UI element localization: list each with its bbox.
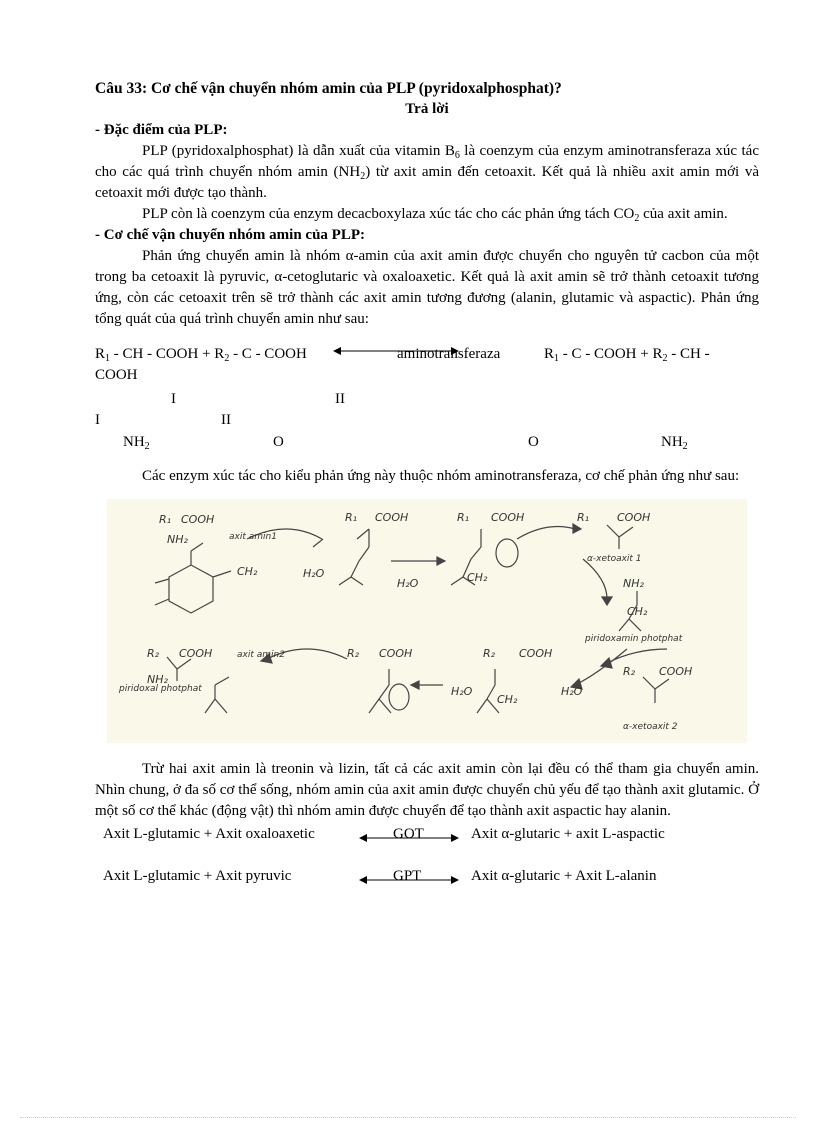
- svg-text:COOH: COOH: [617, 511, 651, 524]
- svg-text:R₁: R₁: [577, 511, 590, 524]
- svg-text:COOH: COOH: [659, 665, 693, 678]
- reaction-gpt-right: Axit α-glutaric + Axit L-alanin: [471, 868, 657, 884]
- svg-text:R₂: R₂: [147, 647, 160, 660]
- reaction-gpt-left: Axit L-glutamic + Axit pyruvic: [103, 868, 292, 884]
- equation-o-right: O: [528, 434, 539, 450]
- mechanism-diagram: [107, 499, 747, 743]
- equation-tail: COOH: [95, 367, 138, 383]
- svg-text:axit amin2: axit amin2: [237, 650, 285, 660]
- svg-text:CH₂: CH₂: [627, 605, 648, 618]
- svg-text:COOH: COOH: [491, 511, 525, 524]
- svg-text:COOH: COOH: [375, 511, 409, 524]
- equation-single-bond-2: I: [95, 412, 100, 428]
- svg-text:COOH: COOH: [179, 647, 213, 660]
- svg-text:α-xetoaxit 2: α-xetoaxit 2: [623, 722, 678, 732]
- svg-text:NH₂: NH₂: [623, 577, 644, 590]
- svg-text:R₁: R₁: [159, 513, 172, 526]
- equation-o-left: O: [273, 434, 284, 450]
- equation-reactants: $R_1$ - CH - COOH + $R_2$ - C - COOH: [95, 346, 307, 364]
- svg-text:R₁: R₁: [345, 511, 358, 524]
- question-title: Câu 33: Cơ chế vận chuyển nhóm amin của PLP (pyridoxalphosphat)?: [95, 80, 562, 97]
- paragraph-plp-decarboxylase: PLP còn là coenzym của enzym decacboxylaza xúc tác cho các phản ứng tách $CO_2$ của axit amin.: [142, 206, 728, 224]
- svg-text:H₂O: H₂O: [561, 685, 583, 698]
- equation-nh2-right: $NH_2$: [661, 434, 688, 452]
- svg-text:R₂: R₂: [623, 665, 636, 678]
- mechanism-figure: [107, 499, 747, 743]
- reaction-got-left: Axit L-glutamic + Axit oxaloaxetic: [103, 826, 315, 842]
- svg-text:piridoxal photphat: piridoxal photphat: [119, 684, 202, 694]
- svg-text:CH₂: CH₂: [467, 571, 488, 584]
- svg-text:piridoxamin photphat: piridoxamin photphat: [585, 634, 683, 644]
- svg-text:NH₂: NH₂: [147, 673, 168, 686]
- reaction-got-enzyme: GOT: [393, 826, 424, 842]
- general-equation: [95, 344, 759, 452]
- equation-double-bond-2: II: [221, 412, 231, 428]
- svg-text:COOH: COOH: [181, 513, 215, 526]
- reaction-gpt: [103, 866, 759, 887]
- document-page: [95, 78, 759, 887]
- svg-text:NH₂: NH₂: [167, 533, 188, 546]
- svg-text:CH₂: CH₂: [237, 565, 258, 578]
- svg-text:R₁: R₁: [457, 511, 470, 524]
- svg-text:COOH: COOH: [379, 647, 413, 660]
- svg-text:R₂: R₂: [483, 647, 496, 660]
- section-heading-mechanism: - Cơ chế vận chuyển nhóm amin của PLP:: [95, 227, 365, 243]
- svg-text:R₂: R₂: [347, 647, 360, 660]
- svg-text:H₂O: H₂O: [303, 567, 325, 580]
- paragraph-enzymes: Các enzym xúc tác cho kiểu phản ứng này thuộc nhóm aminotransferaza, cơ chế phản ứng như sau:: [142, 468, 740, 484]
- svg-text:α-xetoaxit 1: α-xetoaxit 1: [587, 554, 642, 564]
- answer-label: Trả lời: [405, 101, 449, 117]
- svg-text:CH₂: CH₂: [497, 693, 518, 706]
- equation-products: $R_1$ - C - COOH + $R_2$ - CH -: [544, 346, 710, 364]
- equation-nh2-left: $NH_2$: [123, 434, 150, 452]
- svg-text:axit amin1: axit amin1: [229, 532, 277, 542]
- page-bottom-divider: [20, 1117, 796, 1118]
- reaction-gpt-enzyme: GPT: [393, 868, 422, 884]
- paragraph-exceptions: Trừ hai axit amin là treonin và lizin, tất cả các axit amin còn lại đều có thể tham gia chuyển amin. Nhìn chung, ở đa số cơ thể sống, nhóm amin của axit amin được chuyển chủ yếu để tạo thành axit glutamic. Ở một số cơ thể khác (động vật) thì nhóm amin được chuyển để tạo thành axit aspactic hay alanin.: [95, 761, 759, 819]
- svg-text:H₂O: H₂O: [397, 577, 419, 590]
- equation-double-bond-1: II: [335, 391, 345, 407]
- reaction-got: [103, 824, 759, 845]
- reaction-got-right: Axit α-glutaric + axit L-aspactic: [471, 826, 665, 842]
- section-heading-plp-features: - Đặc điểm của PLP:: [95, 122, 228, 138]
- svg-text:COOH: COOH: [519, 647, 553, 660]
- equation-enzyme: aminotransferaza: [397, 346, 501, 362]
- equation-single-bond-1: I: [171, 391, 176, 407]
- paragraph-transamination: Phản ứng chuyển amin là nhóm α-amin của axit amin được chuyển cho nguyên tử cacbon của một trong ba cetoaxit là pyruvic, α-cetoglutaric và oxaloaxetic. Kết quả là axit amin sẽ trở thành cetoaxit tương ứng, còn các cetoaxit trên sẽ trở thành các axit amin tương đương (alanin, glutamic và aspactic). Phản ứng tổng quát của quá trình chuyển amin như sau:: [95, 248, 759, 327]
- paragraph-plp-definition: PLP (pyridoxalphosphat) là dẫn xuất của vitamin $B_6$ là coenzym của enzym aminotransferaza xúc tác cho các quá trình chuyển nhóm amin $(NH_2)$ từ axit amin đến cetoaxit. Kết quả là nhiều axit amin mới và cetoaxit mới được tạo thành.: [95, 143, 759, 201]
- svg-text:H₂O: H₂O: [451, 685, 473, 698]
